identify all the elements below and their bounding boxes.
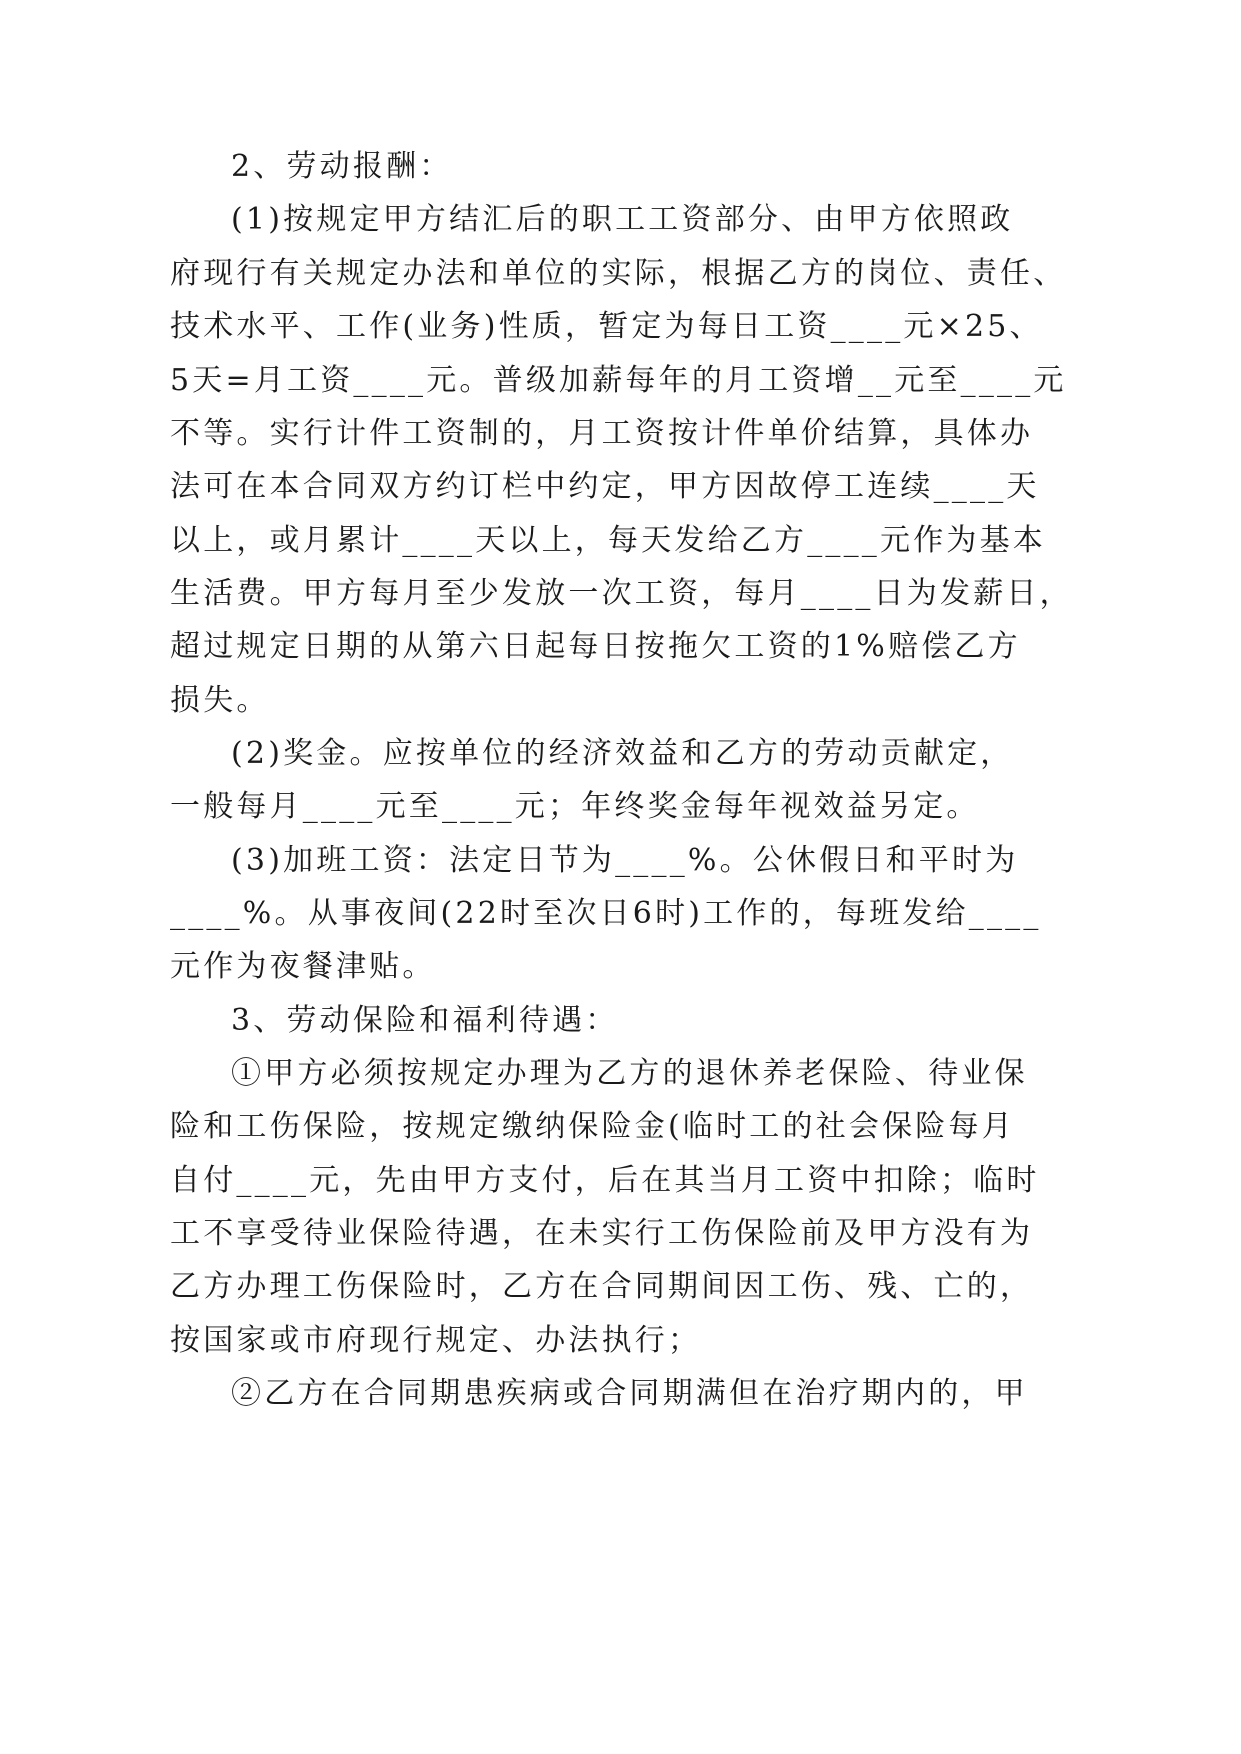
paragraph-line: (2)奖金。应按单位的经济效益和乙方的劳动贡献定， <box>231 736 1014 771</box>
paragraph-line: 生活费。甲方每月至少发放一次工资，每月____日为发薪日， <box>170 576 1073 611</box>
paragraph-line: 元作为夜餐津贴。 <box>170 949 436 984</box>
paragraph-line: 一般每月____元至____元；年终奖金每年视效益另定。 <box>170 789 980 824</box>
paragraph-line: 自付____元，先由甲方支付，后在其当月工资中扣除；临时 <box>170 1163 1040 1198</box>
paragraph-line: ①甲方必须按规定办理为乙方的退休养老保险、待业保 <box>231 1056 1028 1091</box>
section-heading-insurance-welfare: 3、劳动保险和福利待遇： <box>231 1003 619 1038</box>
paragraph-line: 以上，或月累计____天以上，每天发给乙方____元作为基本 <box>170 523 1046 558</box>
paragraph-line: 不等。实行计件工资制的，月工资按计件单价结算，具体办 <box>170 416 1034 451</box>
paragraph-line: (1)按规定甲方结汇后的职工工资部分、由甲方依照政 <box>231 202 1014 237</box>
section-heading-labor-remuneration: 2、劳动报酬： <box>231 149 453 184</box>
paragraph-line: 法可在本合同双方约订栏中约定，甲方因故停工连续____天 <box>170 469 1040 504</box>
paragraph-line: 技术水平、工作(业务)性质，暂定为每日工资____元×25、 <box>170 309 1043 344</box>
paragraph-line: 按国家或市府现行规定、办法执行； <box>170 1323 702 1358</box>
paragraph-line: 损失。 <box>170 683 270 718</box>
paragraph-line: ②乙方在合同期患疾病或合同期满但在治疗期内的，甲 <box>231 1376 1028 1411</box>
paragraph-line: 府现行有关规定办法和单位的实际，根据乙方的岗位、责任、 <box>170 256 1067 291</box>
paragraph-line: (3)加班工资：法定日节为____%。公休假日和平时为 <box>231 843 1019 878</box>
paragraph-line: 险和工伤保险，按规定缴纳保险金(临时工的社会保险每月 <box>170 1109 1015 1144</box>
paragraph-line: 5天=月工资____元。普级加薪每年的月工资增__元至____元 <box>170 363 1067 398</box>
paragraph-line: 工不享受待业保险待遇，在未实行工伤保险前及甲方没有为 <box>170 1216 1034 1251</box>
paragraph-line: 乙方办理工伤保险时，乙方在合同期间因工伤、残、亡的， <box>170 1269 1034 1304</box>
paragraph-line: 超过规定日期的从第六日起每日按拖欠工资的1%赔偿乙方 <box>170 629 1021 664</box>
paragraph-line: ____%。从事夜间(22时至次日6时)工作的，每班发给____ <box>170 896 1042 931</box>
